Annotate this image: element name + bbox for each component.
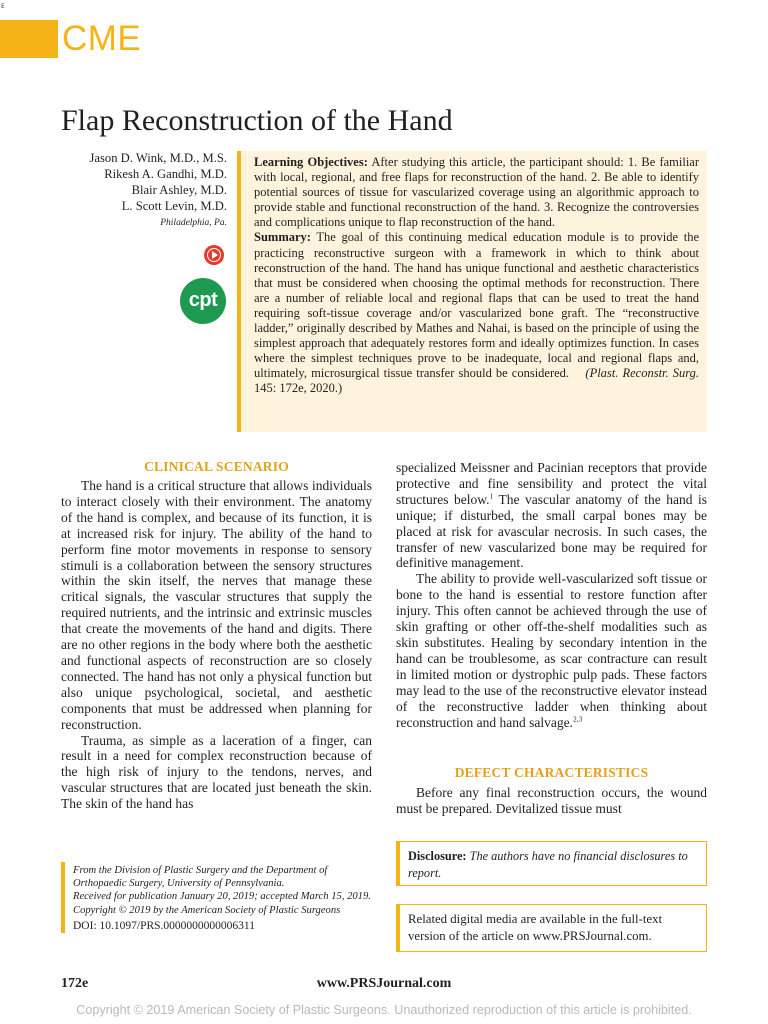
cpt-badge[interactable]: cpt	[180, 278, 226, 324]
clinical-scenario-heading: CLINICAL SCENARIO	[144, 459, 289, 474]
affiliation-box	[61, 862, 375, 933]
received-line: Received for publication January 20, 2019; accepted March 15, 2019.	[73, 891, 371, 903]
right-paragraph-2	[396, 571, 707, 730]
learning-objectives	[254, 155, 699, 230]
objectives-label: Learning Objectives:	[254, 155, 368, 169]
right-paragraph-2-text: The ability to provide well-vascularized soft tissue or bone to the hand is essential to restore function after injury. This often cannot be achieved through the use of skin grafting or other off-the-shelf modalities such as skin substitutes. Healing by secondary intention in the hand can be troublesome, as scar contracture can result in limited motion or dystrophic pulp pads. These factors may lead to the use of the reconstructive elevator instead of the reconstructive ladder when thinking about reconstruction and hand salvage.	[396, 571, 707, 730]
clinical-paragraph-1: The hand is a critical structure that allows individuals to interact closely with their environment. The anatomy of the hand is complex, and because of its function, it is at increased risk for injury. The ability of the hand to perform fine motor movements in response to sensory stimuli is a collaboration between the sensory structures within the skin itself, the nerves that manage these critical signals, the vascular structures that supply the required nutrients, and the intrinsic and extrinsic muscles that create the movements of the hand and digits. There are no other regions in the body where both the aesthetic and functional aspects of reconstruction are so closely connected. The hand has not only a physical function but also unique psychological, societal, and aesthetic components that must be addressed when planning for reconstruction.	[61, 478, 372, 732]
copyright-line: Copyright © 2019 by the American Society of Plastic Surgeons	[73, 904, 341, 916]
citation-details: 145: 172e, 2020.)	[254, 381, 343, 396]
summary-text: The goal of this continuing medical education module is to provide the practicing reconstructive surgeon with a framework in which to think about reconstruction of the hand. The hand has unique functional and aesthetic characteristics that must be considered when choosing the optimal methods for reconstruction. There are a number of reliable local and regional flaps that can be used to treat the hand requiring soft-tissue coverage and/or vascularized bone graft. The “reconstructive ladder,” originally described by Mathes and Nahai, is based on the principle of using the simplest approach that adequately restores form and ideally optimizes function. In cases where the simplest techniques prove to be inadequate, local and regional flaps and, ultimately, microsurgical tissue transfer should be considered.	[254, 230, 699, 381]
side-mark: E	[1, 3, 5, 10]
reference-marker[interactable]: 1	[489, 491, 494, 501]
disclosure-box	[396, 841, 707, 886]
clinical-paragraph-2: Trauma, as simple as a laceration of a finger, can result in a need for complex reconstruction because of the high risk of injury to the tendons, nerves, and vascular structures that are located just beneath the skin. The skin of the hand has	[61, 732, 372, 812]
defect-paragraph-1: Before any final reconstruction occurs, the wound must be prepared. Devitalized tissue must	[396, 785, 707, 816]
page-number: 172e	[61, 976, 89, 991]
digital-media-box[interactable]: Related digital media are available in the full-text version of the article on www.PRSJournal.com.	[396, 904, 707, 952]
left-column	[61, 478, 372, 812]
journal-url[interactable]: www.PRSJournal.com	[316, 976, 452, 991]
citation-journal: (Plast. Reconstr. Surg.	[585, 366, 700, 381]
affiliation-line: From the Division of Plastic Surgery and the Department of Orthopaedic Surgery, University of Pennsylvania.	[73, 865, 328, 890]
author-name: Jason D. Wink, M.D., M.S.	[89, 151, 227, 165]
abstract-box	[237, 151, 707, 432]
summary	[254, 230, 699, 396]
author-name: Rikesh A. Gandhi, M.D.	[104, 167, 227, 181]
play-icon-triangle	[212, 251, 218, 259]
cme-accent-bar	[0, 20, 58, 58]
right-paragraph-1-cont: The vascular anatomy of the hand is unique; if disturbed, the small carpal bones may be placed at risk for avascular necrosis. In such cases, the transfer of new vascularized bone may be required for definitive management.	[396, 491, 707, 571]
summary-label: Summary:	[254, 230, 311, 245]
author-name: Blair Ashley, M.D.	[131, 183, 227, 197]
author-name: L. Scott Levin, M.D.	[121, 199, 227, 213]
defect-characteristics-heading: DEFECT CHARACTERISTICS	[454, 765, 649, 780]
section-label: CME	[62, 19, 142, 58]
reference-marker[interactable]: 2,3	[572, 714, 583, 723]
disclosure-text: The authors have no financial disclosures to report.	[408, 849, 688, 880]
right-paragraph-1-text: specialized Meissner and Pacinian receptors that provide protective and fine sensibility and protect the vital structures below.	[396, 460, 707, 507]
disclosure-label: Disclosure:	[408, 849, 467, 863]
author-location: Philadelphia, Pa.	[160, 218, 227, 228]
right-column-top	[396, 460, 707, 730]
article-title: Flap Reconstruction of the Hand	[61, 104, 453, 137]
objectives-text: After studying this article, the participant should: 1. Be familiar with local, regional, and free flaps for reconstruction of the hand. 2. Be able to identify potential sources of tissue for vascularized coverage using an algorithmic approach to provide stable and functional reconstruction of the hand. 3. Recognize the controversies and complications unique to flap reconstruction of the hand.	[254, 155, 700, 230]
copyright-notice: Copyright © 2019 American Society of Plastic Surgeons. Unauthorized reproduction of this article is prohibited.	[76, 1003, 692, 1017]
author-list	[40, 150, 227, 232]
right-column-bottom	[396, 785, 707, 817]
right-paragraph-1	[396, 460, 707, 571]
doi-line[interactable]: DOI: 10.1097/PRS.0000000000006311	[73, 919, 255, 932]
play-icon[interactable]	[204, 245, 224, 265]
